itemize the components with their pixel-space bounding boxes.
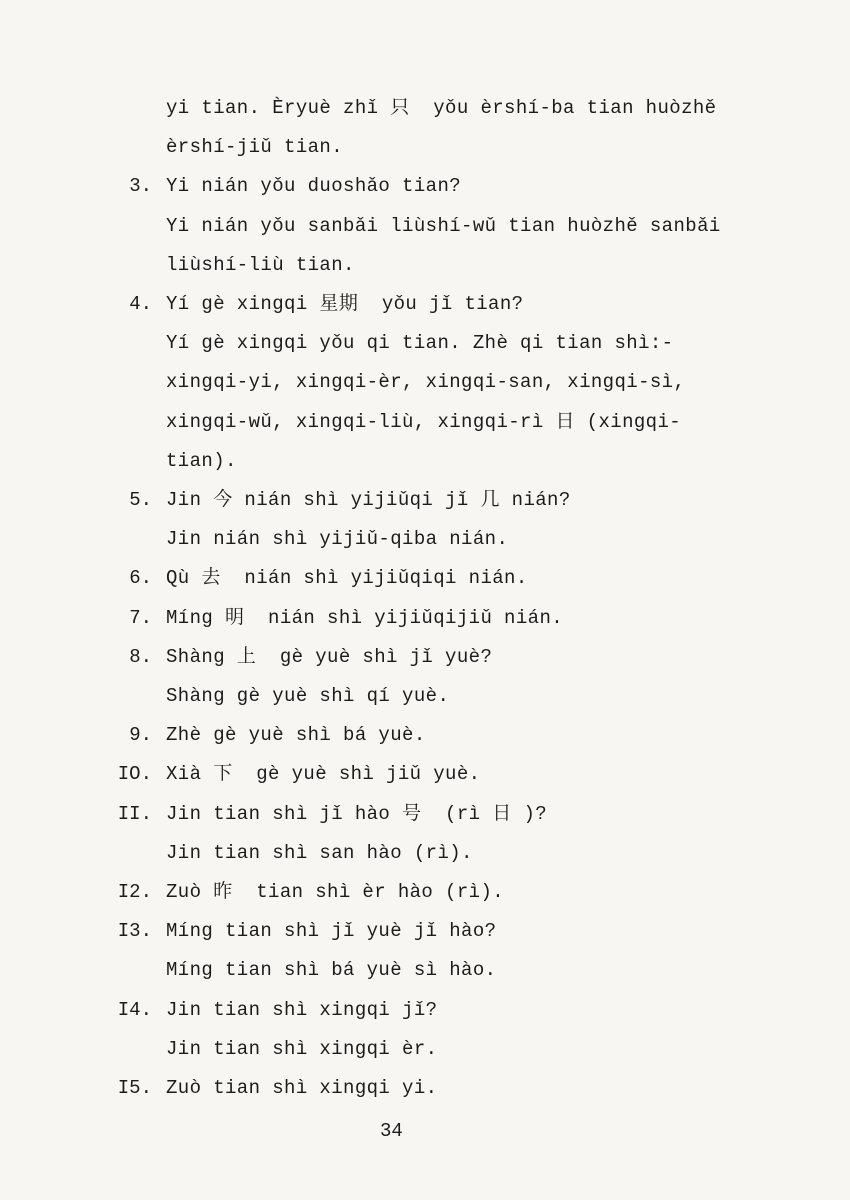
text-line: Zhè gè yuè shì bá yuè. — [166, 724, 426, 747]
item-number: 4. — [129, 293, 152, 315]
text-line: xingqi-wǔ, xingqi-liù, xingqi-rì 日 (xingqi- — [166, 410, 682, 433]
text-line: liùshí-liù tian. — [166, 253, 355, 276]
text-line: Jin 今 nián shì yijiǔqi jǐ 几 nián? — [166, 489, 571, 511]
text-line: Yi nián yǒu duoshǎo tian? — [166, 175, 462, 198]
item-number: 8. — [129, 645, 152, 668]
item-number: IO. — [117, 763, 152, 786]
item-number: I3. — [117, 920, 152, 943]
text-line: Jin tian shì jǐ hào 号 (rì 日 )? — [166, 802, 548, 825]
text-line: Zuò 昨 tian shì èr hào (rì). — [166, 881, 505, 903]
item-number: 9. — [129, 724, 152, 747]
text-line: Míng tian shì jǐ yuè jǐ hào? — [166, 920, 497, 943]
text-line: èrshí-jiǔ tian. — [166, 136, 344, 159]
item-number: 5. — [129, 489, 152, 511]
item-number: I4. — [117, 998, 152, 1021]
text-line: Jin tian shì xingqi jǐ? — [166, 998, 438, 1021]
item-number: I2. — [117, 881, 152, 903]
text-line: Yí gè xingqi 星期 yǒu jǐ tian? — [166, 293, 524, 315]
text-line: Míng tian shì bá yuè sì hào. — [166, 959, 497, 982]
item-number: II. — [117, 802, 152, 825]
text-line: Yi nián yǒu sanbǎi liùshí-wǔ tian huòzhě sanbǎi — [166, 214, 721, 237]
text-line: xingqi-yi, xingqi-èr, xingqi-san, xingqi-sì, — [166, 371, 686, 394]
page-number: 34 — [380, 1120, 403, 1142]
text-line: Shàng 上 gè yuè shì jǐ yuè? — [166, 645, 493, 668]
item-number: 6. — [129, 567, 152, 590]
text-line: Qù 去 nián shì yijiǔqiqi nián. — [166, 567, 528, 590]
text-line: Jin tian shì san hào (rì). — [166, 841, 473, 864]
text-line: Jin nián shì yijiǔ-qiba nián. — [166, 528, 509, 551]
text-line: Shàng gè yuè shì qí yuè. — [166, 685, 450, 707]
text-line: Xià 下 gè yuè shì jiǔ yuè. — [166, 763, 481, 786]
text-line: yi tian. Èryuè zhǐ 只 yǒu èrshí-ba tian huòzhě — [166, 97, 717, 119]
item-number: 3. — [129, 175, 152, 198]
item-number: I5. — [117, 1077, 152, 1099]
text-line: Jin tian shì xingqi èr. — [166, 1037, 438, 1060]
item-number: 7. — [129, 606, 152, 629]
text-line: tian). — [166, 449, 237, 472]
text-line: Míng 明 nián shì yijiǔqijiǔ nián. — [166, 606, 564, 629]
text-line: Zuò tian shì xingqi yi. — [166, 1077, 438, 1099]
text-line: Yí gè xingqi yǒu qi tian. Zhè qi tian shì:- — [166, 332, 674, 355]
